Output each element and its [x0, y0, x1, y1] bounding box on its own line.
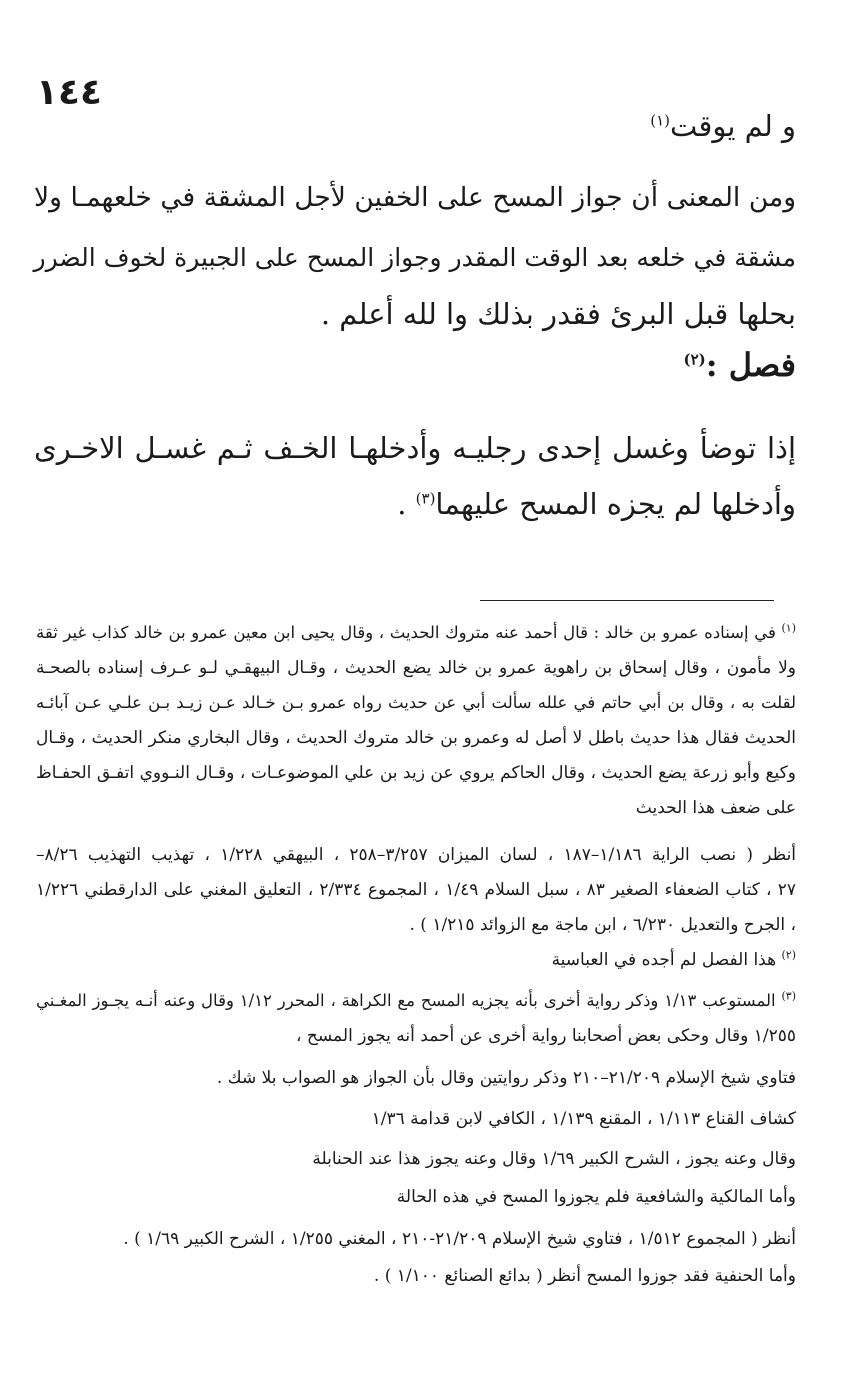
footnote-ref-2: (٢)	[683, 350, 706, 369]
body-line-text: و لم يوقت	[670, 109, 796, 143]
footnote-2-text: هذا الفصل لم أجده في العباسية	[551, 950, 782, 970]
footnote-1-marker: (١)	[781, 621, 796, 635]
reference-line: ، الجرح والتعديل ٦/٢٣٠ ، ابن ماجة مع الزوائد ١/٢١٥ ) .	[409, 915, 796, 935]
footnote-2-line	[552, 947, 796, 973]
footnote-3-text: المستوعب ١/١٣ وذكر رواية أخرى بأنه يجزيه المسح مع الكراهة ، المحرر ١/١٢ وقال وعنه أنـه يجـوز المغـني	[36, 991, 782, 1010]
footnote-2-marker: (٢)	[781, 948, 796, 962]
heading-text: فصل :	[705, 346, 796, 384]
paragraph-line: بحلها قبل البرئ فقدر بذلك وا لله أعلم .	[320, 297, 796, 331]
paragraph-line: إذا توضأ وغسل إحدى رجليـه وأدخلهـا الخـف ثـم غسـل الاخـرى	[34, 431, 796, 465]
section-heading	[683, 346, 796, 384]
footnote-1-line: لقلت به ، وقال بن أبي حاتم في علله سألت أبي عن حديث رواه عمرو بـن خـالد عـن زيـد بـن علـي عـن آبائـه	[36, 693, 796, 712]
footnote-1-line	[36, 620, 796, 646]
footnote-ref-1: (١)	[650, 111, 671, 130]
footnote-ref-3: (٣)	[415, 489, 436, 508]
footnote-3-line: ١/٢٥٥ وقال وحكى بعض أصحابنا رواية أخرى عن أحمد أنه يجوز المسح ،	[296, 1026, 796, 1046]
footnote-1-line: الحديث فقال هذا حديث باطل لا أصل له وعمرو بن خالد متروك الحديث ، وقال البخاري منكر الحديث ، وقـال	[36, 728, 796, 748]
footnote-3-line: وأما المالكية والشافعية فلم يجوزوا المسح في هذه الحالة	[396, 1187, 796, 1207]
paragraph-line-end: .	[397, 487, 416, 521]
footnote-3-line: أنظر ( المجموع ١/٥١٢ ، فتاوي شيخ الإسلام ٢١/٢٠٩-٢١٠ ، المغني ١/٢٥٥ ، الشرح الكبير ١/٦٩ ) .	[123, 1229, 796, 1249]
footnote-1-line: ولا مأمون ، وقال إسحاق بن راهوية عمرو بن خالد يضع الحديث ، وقـال البيهقـي لـو عـرف إسناده بالصحـة	[36, 658, 796, 678]
page-number: ١٤٤	[36, 72, 102, 113]
footnote-1-text: في إسناده عمرو بن خالد : قال أحمد عنه متروك الحديث ، وقال يحيى ابن معين عمرو بن خالد كذاب غير ثقة	[36, 623, 782, 642]
footnote-separator	[480, 600, 774, 601]
footnote-3-line: وقال وعنه يجوز ، الشرح الكبير ١/٦٩ وقال وعنه يجوز هذا عند الحنابلة	[312, 1149, 796, 1169]
paragraph-line-text: وأدخلها لم يجزه المسح عليهما	[435, 487, 796, 521]
footnote-3-line	[36, 988, 796, 1014]
footnote-3-line: كشاف القناع ١/١١٣ ، المقنع ١/١٣٩ ، الكافي لابن قدامة ١/٣٦	[371, 1109, 796, 1129]
footnote-3-line: فتاوي شيخ الإسلام ٢١/٢٠٩–٢١٠ وذكر روايتين وقال بأن الجواز هو الصواب بلا شك .	[216, 1068, 796, 1088]
paragraph-line: ومن المعنى أن جواز المسح على الخفين لأجل المشقة في خلعهمـا ولا	[34, 182, 796, 213]
footnote-1-line: على ضعف هذا الحديث	[635, 798, 796, 818]
reference-line: أنظر ( نصب الراية ١/١٨٦–١٨٧ ، لسان الميزان ٣/٢٥٧–٢٥٨ ، البيهقي ١/٢٢٨ ، تهذيب التهذيب ٨/٢٦–	[36, 845, 797, 865]
paragraph-line	[397, 484, 796, 524]
footnote-3-marker: (٣)	[781, 989, 796, 1003]
body-line-continuation	[650, 106, 796, 146]
paragraph-line: مشقة في خلعه بعد الوقت المقدر وجواز المسح على الجبيرة لخوف الضرر	[33, 243, 796, 272]
footnote-1-line: وكيع وأبو زرعة يضع الحديث ، وقال الحاكم يروي عن زيد بن علي الموضوعـات ، وقـال النـووي اتفـق الحفـاظ	[36, 763, 796, 783]
reference-line: ٢٧ ، كتاب الضعفاء الصغير ٨٣ ، سبل السلام ١/٤٩ ، المجموع ٢/٣٣٤ ، التعليق المغني على الدارقطني ١/٢٢٦	[36, 880, 796, 900]
footnote-3-line: وأما الحنفية فقد جوزوا المسح أنظر ( بدائع الصنائع ١/١٠٠ ) .	[373, 1266, 796, 1286]
